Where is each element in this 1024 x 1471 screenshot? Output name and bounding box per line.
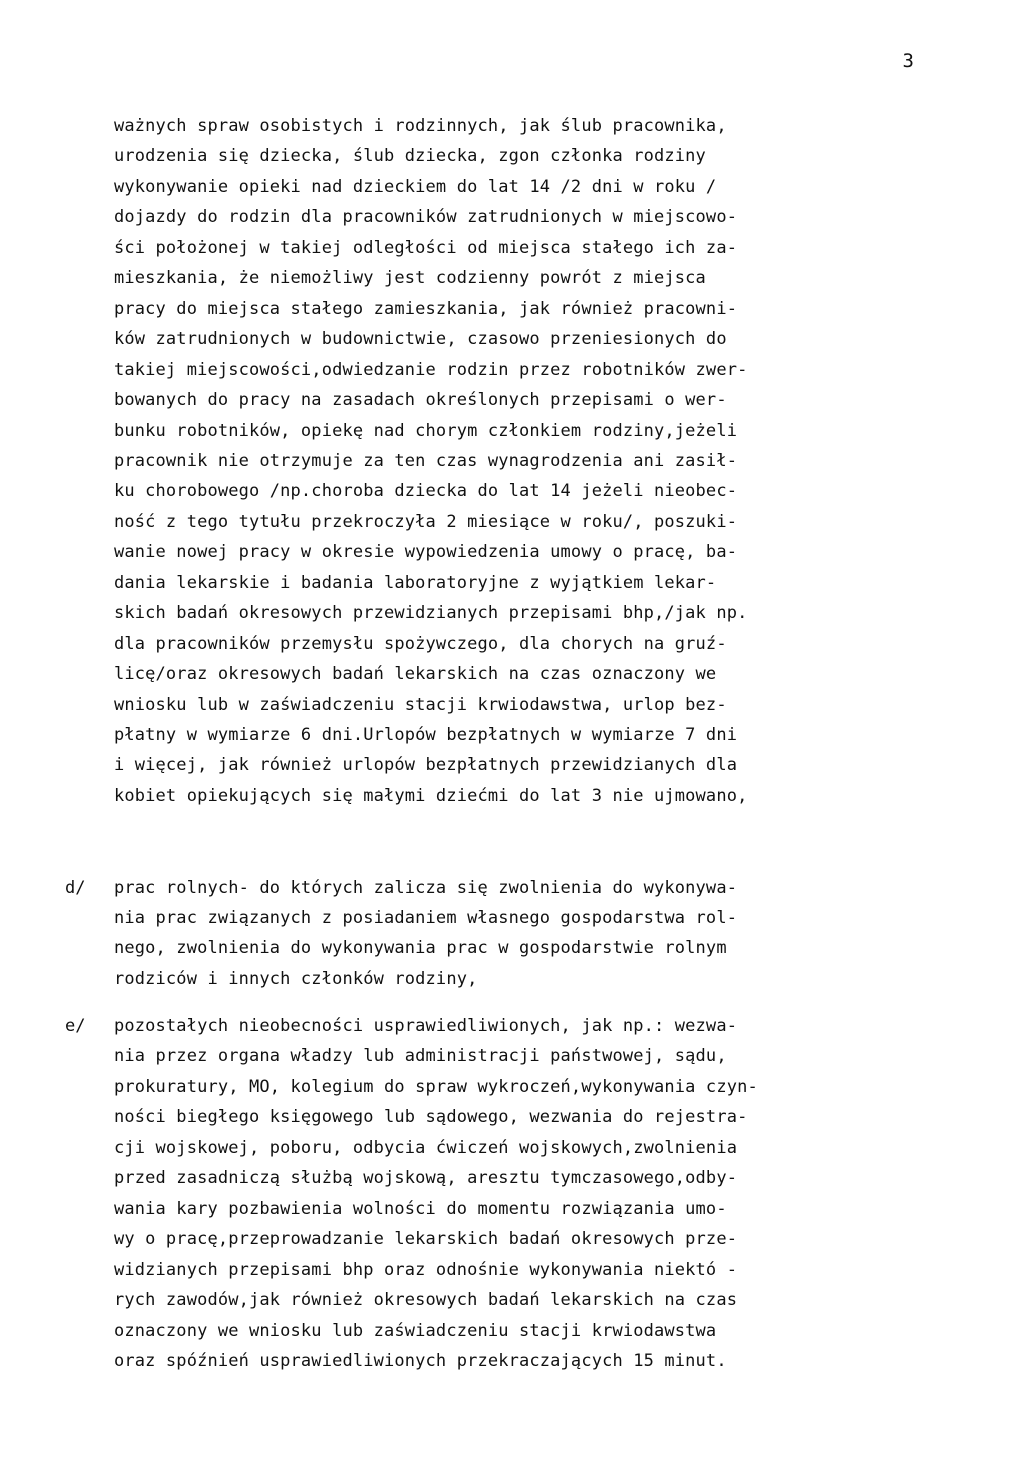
text-line: płatny w wymiarze 6 dni.Urlopów bezpłatnych w wymiarze 7 dni — [114, 725, 738, 745]
text-line: oznaczony we wniosku lub zaświadczeniu stacji krwiodawstwa — [114, 1320, 717, 1341]
text-line: prokuratury, MO, kolegium do spraw wykroczeń,wykonywania czyn- — [114, 1076, 758, 1097]
text-line: cji wojskowej, poboru, odbycia ćwiczeń wojskowych,zwolnienia — [114, 1137, 738, 1158]
text-line: widzianych przepisami bhp oraz odnośnie wykonywania niektó - — [114, 1259, 738, 1280]
text-line: wy o pracę,przeprowadzanie lekarskich badań okresowych prze- — [114, 1229, 738, 1250]
text-line: ków zatrudnionych w budownictwie, czasowo przeniesionych do — [114, 329, 727, 350]
list-marker-d: d/ — [65, 878, 86, 898]
text-line: skich badań okresowych przewidzianych przepisami bhp,/jak np. — [114, 603, 748, 624]
text-line: bowanych do pracy na zasadach określonych przepisami o wer- — [114, 390, 727, 411]
text-line: takiej miejscowości,odwiedzanie rodzin przez robotników zwer- — [114, 359, 748, 380]
text-line: oraz spóźnień usprawiedliwionych przekraczających 15 minut. — [114, 1350, 727, 1371]
text-line: ści położonej w takiej odległości od miejsca stałego ich za- — [114, 237, 738, 258]
text-line: dla pracowników przemysłu spożywczego, dla chorych na gruź- — [114, 633, 727, 654]
text-line: wania kary pozbawienia wolności do momentu rozwiązania umo- — [114, 1198, 727, 1219]
text-line: przed zasadniczą służbą wojskową, aresztu tymczasowego,odby- — [114, 1168, 738, 1189]
text-line: dojazdy do rodzin dla pracowników zatrudnionych w miejscowo- — [114, 207, 738, 228]
text-line: prac rolnych- do których zalicza się zwolnienia do wykonywa- — [114, 878, 738, 898]
text-line: dania lekarskie i badania laboratoryjne z wyjątkiem lekar- — [114, 572, 717, 593]
text-line: rodziców i innych członków rodziny, — [114, 968, 478, 989]
text-line: nia przez organa władzy lub administracji państwowej, sądu, — [114, 1046, 727, 1067]
text-line: ważnych spraw osobistych i rodzinnych, jak ślub pracownika, — [114, 116, 727, 136]
text-line: wniosku lub w zaświadczeniu stacji krwiodawstwa, urlop bez- — [114, 694, 727, 715]
text-line: bunku robotników, opiekę nad chorym członkiem rodziny,jeżeli — [114, 420, 738, 441]
text-line: pracy do miejsca stałego zamieszkania, jak również pracowni- — [114, 298, 738, 319]
text-line: pracownik nie otrzymuje za ten czas wynagrodzenia ani zasił- — [114, 450, 738, 471]
text-line: mieszkania, że niemożliwy jest codzienny powrót z miejsca — [114, 268, 706, 289]
text-line: rych zawodów,jak również okresowych badań lekarskich na czas — [114, 1290, 738, 1311]
text-line: ność z tego tytułu przekroczyła 2 miesiące w roku/, poszuki- — [114, 511, 738, 532]
text-line: urodzenia się dziecka, ślub dziecka, zgon członka rodziny — [114, 146, 706, 167]
text-line: nia prac związanych z posiadaniem własnego gospodarstwa rol- — [114, 908, 738, 929]
text-line: wykonywanie opieki nad dzieckiem do lat 14 /2 dni w roku / — [114, 176, 717, 197]
text-line: nego, zwolnienia do wykonywania prac w gospodarstwie rolnym — [114, 938, 727, 959]
text-line: i więcej, jak również urlopów bezpłatnych przewidzianych dla — [114, 755, 738, 776]
text-line: wanie nowej pracy w okresie wypowiedzenia umowy o pracę, ba- — [114, 542, 738, 563]
text-line: licę/oraz okresowych badań lekarskich na czas oznaczony we — [114, 664, 717, 685]
text-line: pozostałych nieobecności usprawiedliwionych, jak np.: wezwa- — [114, 1016, 738, 1036]
page-number: 3 — [902, 50, 914, 72]
text-line: ności biegłego księgowego lub sądowego, wezwania do rejestra- — [114, 1107, 748, 1128]
text-line: ku chorobowego /np.choroba dziecka do lat 14 jeżeli nieobec- — [114, 481, 738, 502]
text-line: kobiet opiekujących się małymi dziećmi do lat 3 nie ujmowano, — [114, 785, 748, 806]
list-marker-e: e/ — [65, 1016, 86, 1036]
